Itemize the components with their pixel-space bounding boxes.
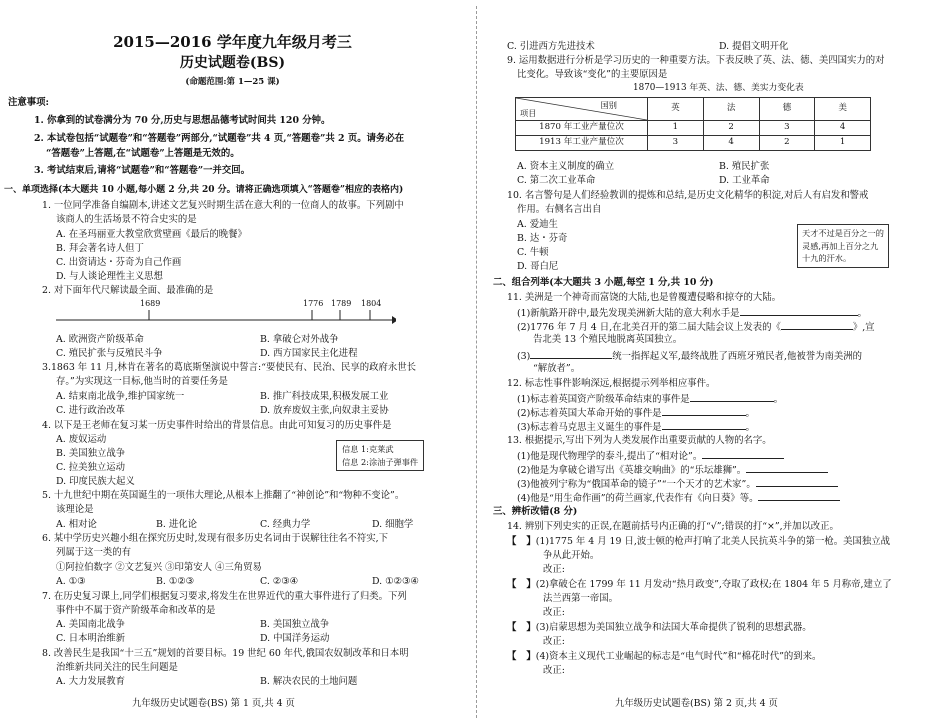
q14-item-4-text: (4)资本主义现代工业崛起的标志是“电气时代”和“棉花时代”的到来。 <box>535 651 822 662</box>
q10-quote-line-2: 灵感,再加上百分之九 <box>802 240 879 251</box>
table-cell: 1 <box>815 136 871 151</box>
q6-stem: 6. 某中学历史兴趣小组在探究历史时,发现有很多历史名词由于误解往往名不符实,下 <box>42 533 389 544</box>
q12-item-3: (3)标志着马克思主义诞生的事件是 。 <box>517 419 755 435</box>
q2-option-a[interactable]: A. 欧洲资产阶级革命 <box>56 334 144 345</box>
q8-stem: 8. 改善民生是我国“十三五”规划的首要目标。19 世纪 60 年代,俄国农奴制改革和日本明 <box>42 648 409 659</box>
table-header-country: 国别 <box>600 100 617 110</box>
q14-item-1 <box>507 535 890 549</box>
q3-stem: 3.1863 年 11 月,林肯在著名的葛底斯堡演说中誓言:“要使民有、民治、民享的政府永世长 <box>42 362 416 373</box>
exam-scope: (命题范围:第 1—25 课) <box>185 77 280 87</box>
q14-item-3 <box>507 621 812 635</box>
table-cell: 3 <box>759 121 815 136</box>
q1-option-a[interactable]: A. 在圣玛丽亚大教堂欣赏壁画《最后的晚餐》 <box>56 229 247 240</box>
q12-stem: 12. 标志性事件影响深远,根据提示列举相应事件。 <box>507 378 716 389</box>
timeline-label-1789: 1789 <box>331 299 352 308</box>
table-header-item: 项目 <box>520 108 537 118</box>
q7-option-d[interactable]: D. 中国洋务运动 <box>260 633 330 644</box>
answer-bracket-open[interactable]: 【 <box>507 622 517 633</box>
q12-item-1-text: (1)标志着英国资产阶级革命结束的事件是 <box>517 394 690 405</box>
q5-option-a[interactable]: A. 相对论 <box>56 519 97 530</box>
q3-option-c[interactable]: C. 进行政治改革 <box>56 405 126 416</box>
q8-option-d[interactable]: D. 提倡文明开化 <box>719 41 789 52</box>
q12-item-2-text: (2)标志着英国大革命开始的事件是 <box>517 408 662 419</box>
q14-item-3-correction[interactable]: 改正: <box>543 636 565 647</box>
q4-info-1: 信息 1:克莱武 <box>342 444 394 454</box>
q12-item-1: (1)标志着英国资产阶级革命结束的事件是 。 <box>517 391 783 407</box>
q14-item-3-text: (3)启蒙思想为美国独立战争和法国大革命提供了锐利的思想武器。 <box>535 622 812 633</box>
table-cell: 1 <box>648 121 704 136</box>
q8-option-b[interactable]: B. 解决农民的土地问题 <box>260 676 358 687</box>
table-row <box>516 121 871 136</box>
q3-option-d[interactable]: D. 放弃废奴主张,向奴隶主妥协 <box>260 405 389 416</box>
q2-option-d[interactable]: D. 西方国家民主化进程 <box>260 348 358 359</box>
q6-option-c[interactable]: C. ②③④ <box>260 576 299 587</box>
q9-data-table <box>515 97 871 151</box>
q14-stem: 14. 辨别下列史实的正误,在题前括号内正确的打“√”;错误的打“×”,并加以改正。 <box>507 521 839 532</box>
q7-option-c[interactable]: C. 日本明治维新 <box>56 633 126 644</box>
answer-blank[interactable] <box>702 448 784 459</box>
q9-option-a[interactable]: A. 资本主义制度的确立 <box>517 161 615 172</box>
answer-blank[interactable] <box>746 462 828 473</box>
q3-stem-cont: 存。”为实现这一目标,他当时的首要任务是 <box>56 376 228 387</box>
q5-option-c[interactable]: C. 经典力学 <box>260 519 311 530</box>
q10-option-c[interactable]: C. 牛顿 <box>517 247 549 258</box>
q7-option-a[interactable]: A. 美国南北战争 <box>56 619 125 630</box>
notice-3: 3. 考试结束后,请将“试题卷”和“答题卷”一并交回。 <box>34 165 251 176</box>
q11-item-1-text: (1)新航路开辟中,最先发现美洲新大陆的意大利水手是 <box>517 308 740 319</box>
q9-option-c[interactable]: C. 第二次工业革命 <box>517 175 596 186</box>
q4-option-a[interactable]: A. 废奴运动 <box>56 434 107 445</box>
q12-item-2: (2)标志着英国大革命开始的事件是 。 <box>517 405 755 421</box>
q10-option-a[interactable]: A. 爱迪生 <box>517 219 558 230</box>
answer-bracket-open[interactable]: 【 <box>507 536 517 547</box>
q13-item-4-text: (4)他是“用生命作画”的荷兰画家,代表作有《向日葵》等。 <box>517 493 759 504</box>
table-header-diagonal <box>516 98 648 121</box>
q1-option-b[interactable]: B. 拜会著名诗人但丁 <box>56 243 144 254</box>
q7-option-b[interactable]: B. 美国独立战争 <box>260 619 330 630</box>
table-col-uk: 英 <box>648 98 704 121</box>
q9-table-title: 1870—1913 年英、法、德、美实力变化表 <box>633 83 804 93</box>
q10-quote-line-3: 十九的汗水。 <box>802 253 852 263</box>
q6-stem-cont: 列属于这一类的有 <box>56 547 132 558</box>
q9-option-d[interactable]: D. 工业革命 <box>719 175 770 186</box>
answer-blank[interactable] <box>756 476 838 487</box>
q14-item-4 <box>507 650 821 664</box>
answer-bracket-close[interactable]: 】 <box>526 622 536 633</box>
q14-item-2-cont: 法兰西第一帝国。 <box>543 593 619 604</box>
table-col-france: 法 <box>703 98 759 121</box>
answer-bracket-open[interactable]: 【 <box>507 579 517 590</box>
page-one <box>0 0 465 727</box>
exam-subtitle: 历史试题卷(BS) <box>179 55 286 71</box>
q6-option-a[interactable]: A. ①③ <box>56 576 86 587</box>
answer-blank[interactable] <box>781 319 853 330</box>
page-two <box>487 0 950 727</box>
q14-item-4-correction[interactable]: 改正: <box>543 665 565 676</box>
table-col-germany: 德 <box>759 98 815 121</box>
q13-item-4 <box>517 490 840 506</box>
q10-stem-cont: 作用。右侧名言出自 <box>517 204 602 215</box>
q1-stem: 1. 一位同学准备自编剧本,讲述文艺复兴时期生活在意大利的一位商人的故事。下列剧中 <box>42 200 404 211</box>
q4-info-2: 信息 2:涂油子弹事件 <box>342 456 419 467</box>
q11-item-1: (1)新航路开辟中,最先发现美洲新大陆的意大利水手是 。 <box>517 305 867 321</box>
q10-option-d[interactable]: D. 哥白尼 <box>517 261 559 272</box>
q10-quote-line-1: 天才不过是百分之一的 <box>802 228 884 238</box>
page-divider <box>476 6 478 718</box>
q2-stem: 2. 对下面年代尺解读最全面、最准确的是 <box>42 285 214 296</box>
q6-option-d[interactable]: D. ①②③④ <box>372 576 419 587</box>
q10-stem: 10. 名言警句是人们经验教训的提炼和总结,是历史文化精华的积淀,对后人有启发和警戒 <box>507 190 869 201</box>
q13-stem: 13. 根据提示,写出下列为人类发展作出重要贡献的人物的名字。 <box>507 435 772 446</box>
notice-2-cont: “答题卷”上答题,在“试题卷”上答题是无效的。 <box>46 148 240 159</box>
answer-blank[interactable] <box>530 348 612 359</box>
exam-title: 2015—2016 学年度九年级月考三 <box>113 33 352 51</box>
q12-item-3-text: (3)标志着马克思主义诞生的事件是 <box>517 422 662 433</box>
notice-heading: 注意事项: <box>8 97 49 108</box>
answer-blank[interactable] <box>758 490 840 501</box>
page-two-footer: 九年级历史试题卷(BS) 第 2 页,共 4 页 <box>615 698 778 709</box>
q11-item-3-prefix: (3) <box>517 351 531 362</box>
q8-option-a[interactable]: A. 大力发展教育 <box>56 676 125 687</box>
q1-option-c[interactable]: C. 出资请达・芬奇为自己作画 <box>56 257 182 268</box>
notice-2: 2. 本试卷包括“试题卷”和“答题卷”两部分,“试题卷”共 4 页,“答题卷”共 2 页。请务必在 <box>34 133 405 144</box>
q8-option-c[interactable]: C. 引进西方先进技术 <box>507 41 595 52</box>
q4-option-d[interactable]: D. 印度民族大起义 <box>56 476 135 487</box>
answer-bracket-close[interactable]: 】 <box>526 579 536 590</box>
q7-stem: 7. 在历史复习课上,同学们根据复习要求,将发生在世界近代的重大事件进行了归类。下列 <box>42 591 407 602</box>
table-cell: 4 <box>815 121 871 136</box>
q11-item-3-text: 统一指挥起义军,最终战胜了西班牙殖民者,他被誉为南美洲的 <box>612 351 862 362</box>
q2-option-c[interactable]: C. 殖民扩张与反殖民斗争 <box>56 348 163 359</box>
q8-stem-cont: 治维新共同关注的民生问题是 <box>56 662 178 673</box>
table-row <box>516 136 871 151</box>
q1-stem-cont: 该商人的生活场景不符合史实的是 <box>56 214 197 225</box>
timeline-label-1689: 1689 <box>140 299 161 308</box>
q13-item-3-text: (3)他被列宁称为“俄国革命的镜子”“一个天才的艺术家”。 <box>517 479 756 490</box>
q14-item-2-correction[interactable]: 改正: <box>543 607 565 618</box>
q11-stem: 11. 美洲是一个神奇而富饶的大陆,也是曾覆遭侵略和掠夺的大陆。 <box>507 292 781 303</box>
answer-bracket-close[interactable]: 】 <box>526 651 536 662</box>
table-row-label: 1913 年工业产量位次 <box>516 136 648 151</box>
q5-option-b[interactable]: B. 进化论 <box>156 519 197 530</box>
answer-blank[interactable] <box>662 405 746 416</box>
answer-blank[interactable] <box>740 305 858 316</box>
q13-item-2-text: (2)他是为拿破仑谱写出《英雄交响曲》的“乐坛雄狮”。 <box>517 465 747 476</box>
q4-option-c[interactable]: C. 拉美独立运动 <box>56 462 126 473</box>
q5-option-d[interactable]: D. 细胞学 <box>372 519 414 530</box>
q1-option-d[interactable]: D. 与人谈论理性主义思想 <box>56 271 163 282</box>
table-cell: 4 <box>703 136 759 151</box>
q5-stem-cont: 该理论是 <box>56 504 94 515</box>
q10-quote-box <box>797 224 889 268</box>
q6-items: ①阿拉伯数字 ②文艺复兴 ③印第安人 ④三角贸易 <box>56 562 262 573</box>
section-1-heading: 一、单项选择(本大题共 10 小题,每小题 2 分,共 20 分。请将正确选项填入“答题卷”相应的表格内) <box>4 185 404 195</box>
answer-bracket-open[interactable]: 【 <box>507 651 517 662</box>
q6-option-b[interactable]: B. ①②③ <box>156 576 195 587</box>
table-cell: 3 <box>648 136 704 151</box>
q14-item-1-cont: 争从此开始。 <box>543 550 600 561</box>
section-2-heading: 二、组合列举(本大题共 3 小题,每空 1 分,共 10 分) <box>493 277 714 288</box>
q4-option-b[interactable]: B. 美国独立战争 <box>56 448 126 459</box>
q2-option-b[interactable]: B. 拿破仑对外战争 <box>260 334 339 345</box>
timeline-label-1804: 1804 <box>361 299 382 308</box>
answer-bracket-close[interactable]: 】 <box>526 536 536 547</box>
table-row-label: 1870 年工业产量位次 <box>516 121 648 136</box>
q11-item-2-cont: 告北美 13 个殖民地脱离英国独立。 <box>533 334 683 345</box>
q11-item-2-text: (2)1776 年 7 月 4 日,在北美召开的第二届大陆会议上发表的《 <box>517 322 781 333</box>
q9-stem-cont: 比变化。导致该“变化”的主要原因是 <box>517 69 668 80</box>
q10-option-b[interactable]: B. 达・芬奇 <box>517 233 568 244</box>
q9-stem: 9. 运用数据进行分析是学习历史的一种重要方法。下表反映了英、法、德、美四国实力的对 <box>507 55 885 66</box>
page-one-footer: 九年级历史试题卷(BS) 第 1 页,共 4 页 <box>132 698 295 709</box>
table-cell: 2 <box>703 121 759 136</box>
q4-stem: 4. 以下是王老师在复习某一历史事件时给出的背景信息。由此可知复习的历史事件是 <box>42 420 392 431</box>
q3-option-a[interactable]: A. 结束南北战争,维护国家统一 <box>56 391 185 402</box>
q14-item-1-text: (1)1775 年 4 月 19 日,波士顿的枪声打响了北美人民抗英斗争的第一枪。美国独立战 <box>535 536 890 547</box>
answer-blank[interactable] <box>690 391 774 402</box>
q11-item-2-text-end: 》,宣 <box>852 322 875 333</box>
q13-item-1-text: (1)他是现代物理学的泰斗,提出了“相对论”。 <box>517 451 703 462</box>
section-3-heading: 三、辨析改错(8 分) <box>493 506 578 517</box>
q3-option-b[interactable]: B. 推广科技成果,积极发展工业 <box>260 391 389 402</box>
q5-stem: 5. 十九世纪中期在英国诞生的一项伟大理论,从根本上推翻了“神创论”和“物种不变论”。 <box>42 490 405 501</box>
q7-stem-cont: 事件中不属于资产阶级革命和改革的是 <box>56 605 216 616</box>
q11-item-3-cont: “解放者”。 <box>533 363 581 374</box>
q9-option-b[interactable]: B. 殖民扩张 <box>719 161 770 172</box>
table-cell: 2 <box>759 136 815 151</box>
q4-info-box <box>336 440 424 471</box>
timeline-ruler <box>56 296 396 330</box>
answer-blank[interactable] <box>662 419 746 430</box>
q14-item-2 <box>507 578 892 592</box>
timeline-label-1776: 1776 <box>303 299 324 308</box>
q14-item-2-text: (2)拿破仑在 1799 年 11 月发动“热月政变”,夺取了政权;在 1804 年 5 月称帝,建立了 <box>535 579 892 590</box>
table-col-usa: 美 <box>815 98 871 121</box>
notice-1: 1. 你拿到的试卷满分为 70 分,历史与思想品德考试时间共 120 分钟。 <box>34 115 331 126</box>
q14-item-1-correction[interactable]: 改正: <box>543 564 565 575</box>
